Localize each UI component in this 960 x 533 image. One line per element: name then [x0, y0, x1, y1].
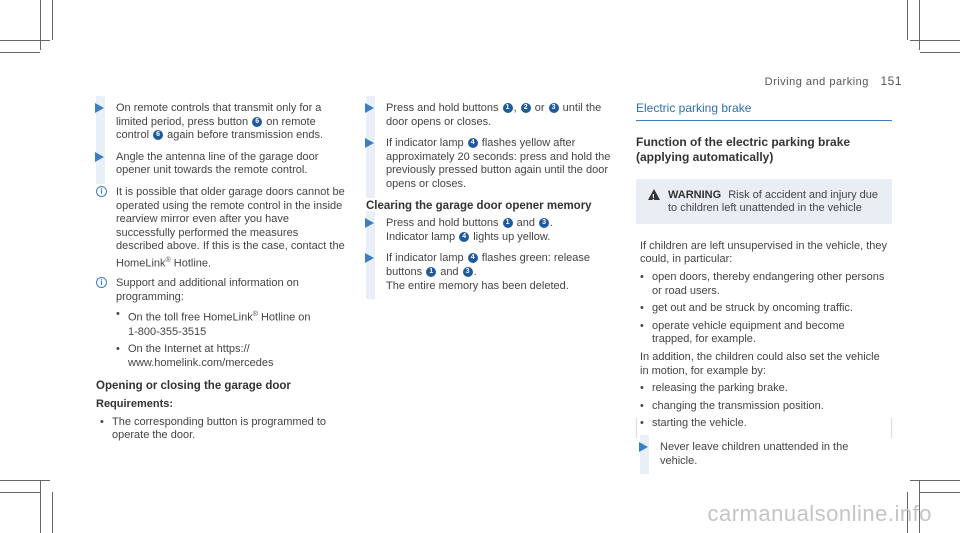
crop-mark [40, 480, 41, 533]
callout-badge: 1 [426, 267, 436, 277]
list-item: • open doors, thereby endangering other persons or road users. [640, 271, 888, 298]
callout-badge: 6 [252, 117, 262, 127]
step: If indicator lamp 4 flashes yellow after approximately 20 seconds: press and hold the previously pressed button again until the door opens or closes. [366, 137, 622, 191]
step: Angle the antenna line of the garage door opener unit towards the remote control. [96, 151, 346, 178]
callout-badge: 3 [539, 218, 549, 228]
section-heading: Opening or closing the garage door [96, 380, 291, 393]
page-number: 151 [880, 74, 902, 88]
warning-triangle-icon [648, 189, 660, 200]
callout-badge: 3 [549, 103, 559, 113]
callout-badge: 6 [153, 130, 163, 140]
column-rule [891, 418, 892, 438]
step-arrow-icon [639, 442, 648, 452]
info-icon: i [96, 277, 107, 288]
info-note: i It is possible that older garage doors cannot be operated using the remote control in the inside rearview mirror even after you have successfully performed the measures described above. If this is the case, contact the HomeLink® Hotline. [96, 186, 346, 271]
crop-mark [52, 492, 53, 533]
crop-mark [910, 40, 960, 41]
crop-mark [910, 480, 960, 481]
step: If indicator lamp 4 flashes green: release buttons 1 and 3 . The entire memory has been deleted. [366, 252, 622, 293]
callout-badge: 4 [468, 253, 478, 263]
list-item: • On the toll free HomeLink® Hotline on 1-800-355-3515 [116, 308, 346, 339]
crop-mark [920, 52, 960, 53]
warning-header [644, 189, 884, 216]
warning-body: If children are left unsupervised in the vehicle, they could, in particular: • open doors, thereby endangering other persons or road users. • get out and be struck by oncoming traffic. • operate vehicle equipment and become trapped, for example. In addition, the children could also set the vehicle in motion, for example by: • releasing the parking brake. • changing the transmission position. • starting the vehicle. Never leave children unattended in the vehicle. [636, 232, 892, 468]
step-arrow-icon [365, 253, 374, 263]
crop-mark [40, 0, 41, 50]
info-note: i Support and additional information on programming: • On the toll free HomeLink® Hotline on 1-800-355-3515 • On the Internet at https:// www.homelink.com/mercedes [96, 277, 346, 370]
list-item: • changing the transmission position. [640, 400, 888, 414]
section-title: Electric parking brake [636, 102, 892, 121]
list-item: • The corresponding button is programmed to operate the door. [100, 416, 346, 443]
callout-badge: 4 [459, 232, 469, 242]
crop-mark [907, 0, 908, 40]
list-item: • operate vehicle equipment and become trapped, for example. [640, 320, 888, 347]
requirements-heading: Requirements: [96, 398, 174, 410]
crop-mark [919, 0, 920, 50]
list-item: • On the Internet at https:// www.homelink.com/mercedes [116, 343, 346, 370]
step-arrow-icon [365, 103, 374, 113]
step: Never leave children unattended in the vehicle. [640, 441, 888, 468]
callout-badge: 1 [503, 103, 513, 113]
step: On remote controls that transmit only for a limited period, press button 6 on remote control 6 again before transmission ends. [96, 102, 346, 143]
info-icon: i [96, 186, 107, 197]
section-subtitle: Function of the electric parking brake (applying automatically) [636, 134, 851, 164]
step-arrow-icon [95, 103, 104, 113]
section-name: Driving and parking [764, 76, 869, 88]
warning-label: WARNING [668, 188, 722, 201]
list-item: • releasing the parking brake. [640, 382, 888, 396]
crop-mark [920, 492, 960, 493]
step: Press and hold buttons 1 and 3 . Indicator lamp 4 lights up yellow. [366, 217, 622, 244]
step-arrow-icon [365, 138, 374, 148]
step-arrow-icon [95, 152, 104, 162]
step: Press and hold buttons 1 , 2 or 3 until the door opens or closes. [366, 102, 622, 129]
callout-badge: 4 [468, 138, 478, 148]
warning-box [636, 179, 892, 224]
list-item: • get out and be struck by oncoming traffic. [640, 302, 888, 316]
crop-mark [0, 480, 50, 481]
callout-badge: 1 [503, 218, 513, 228]
callout-badge: 2 [521, 103, 531, 113]
column-3 [636, 102, 892, 476]
running-header [765, 74, 902, 88]
crop-mark [0, 52, 40, 53]
column-2 [366, 102, 622, 301]
callout-badge: 3 [463, 267, 473, 277]
section-heading: Clearing the garage door opener memory [366, 199, 592, 212]
crop-mark [0, 40, 50, 41]
list-item: • starting the vehicle. [640, 417, 888, 431]
crop-mark [52, 0, 53, 40]
step-arrow-icon [365, 218, 374, 228]
watermark: carmanualsonline.info [707, 501, 932, 526]
warning-text: Risk of accident and injury due to children left unattended in the vehicle [668, 188, 879, 215]
column-rule [636, 418, 637, 438]
crop-mark [0, 492, 40, 493]
column-1 [96, 102, 346, 447]
